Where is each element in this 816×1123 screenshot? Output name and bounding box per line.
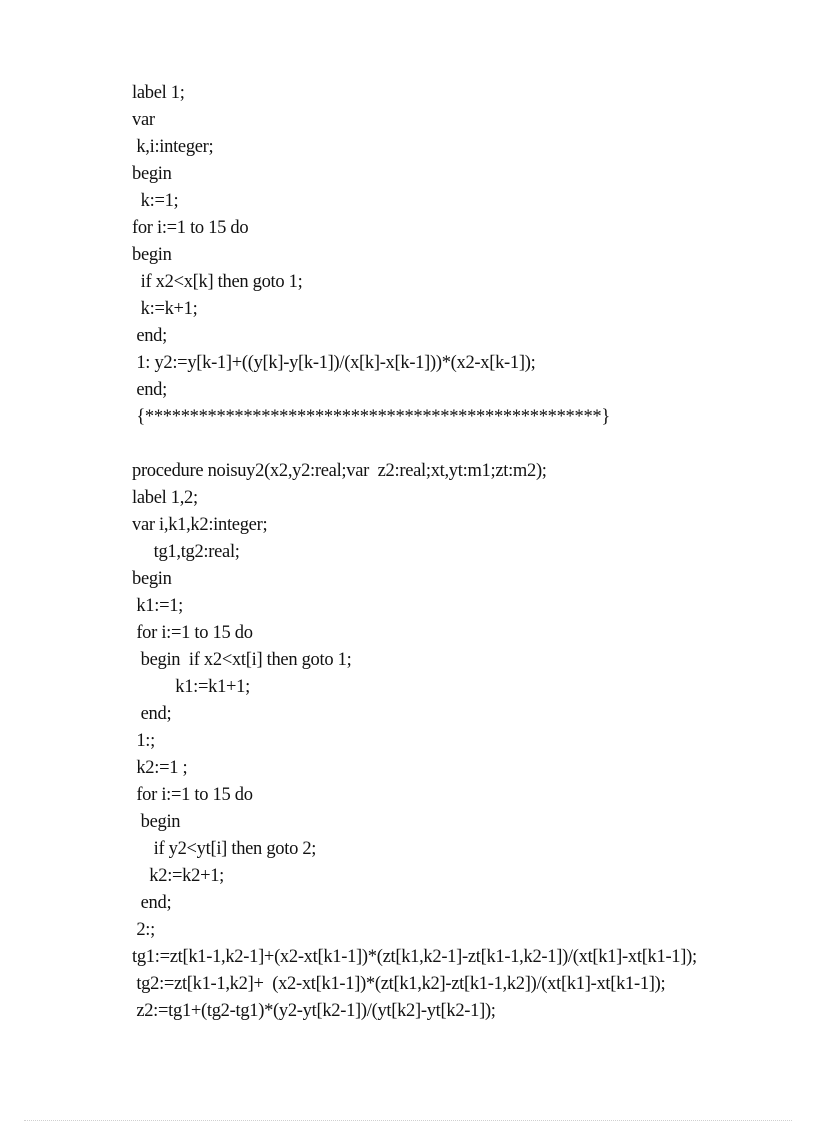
code-line: 1: y2:=y[k-1]+((y[k]-y[k-1])/(x[k]-x[k-1]))*(x2-x[k-1]); xyxy=(132,353,536,373)
pascal-code-block xyxy=(132,80,792,1025)
code-line: k1:=k1+1; xyxy=(132,677,250,697)
code-line: z2:=tg1+(tg2-tg1)*(y2-yt[k2-1])/(yt[k2]-yt[k2-1]); xyxy=(132,1001,496,1021)
code-line: if y2<yt[i] then goto 2; xyxy=(132,839,317,859)
code-line: for i:=1 to 15 do xyxy=(132,785,253,805)
code-line: if x2<x[k] then goto 1; xyxy=(132,272,303,292)
code-line: k2:=1 ; xyxy=(132,758,188,778)
code-line: for i:=1 to 15 do xyxy=(132,218,249,238)
blank-line xyxy=(132,431,792,458)
code-line: end; xyxy=(132,326,167,346)
code-line: label 1; xyxy=(132,83,185,103)
code-line: begin xyxy=(132,245,172,265)
code-line: 2:; xyxy=(132,920,155,940)
code-line: begin xyxy=(132,569,172,589)
code-line: k1:=1; xyxy=(132,596,183,616)
procedure-header-line: procedure noisuy2(x2,y2:real;var z2:real;xt,yt:m1;zt:m2); xyxy=(132,461,547,481)
comment-separator-line: {***************************************************} xyxy=(132,407,610,427)
code-line: for i:=1 to 15 do xyxy=(132,623,253,643)
code-line: k,i:integer; xyxy=(132,137,214,157)
code-line: var i,k1,k2:integer; xyxy=(132,515,268,535)
page-bottom-divider xyxy=(24,1120,792,1121)
code-line: k:=1; xyxy=(132,191,179,211)
code-line: k:=k+1; xyxy=(132,299,198,319)
code-line: end; xyxy=(132,704,172,724)
code-line: label 1,2; xyxy=(132,488,198,508)
code-line: end; xyxy=(132,380,167,400)
code-line: 1:; xyxy=(132,731,155,751)
code-line: begin xyxy=(132,812,181,832)
code-line: begin if x2<xt[i] then goto 1; xyxy=(132,650,352,670)
code-line: tg2:=zt[k1-1,k2]+ (x2-xt[k1-1])*(zt[k1,k2]-zt[k1-1,k2])/(xt[k1]-xt[k1-1]); xyxy=(132,974,666,994)
code-line: tg1:=zt[k1-1,k2-1]+(x2-xt[k1-1])*(zt[k1,k2-1]-zt[k1-1,k2-1])/(xt[k1]-xt[k1-1]); xyxy=(132,947,697,967)
code-line: k2:=k2+1; xyxy=(132,866,224,886)
code-line: tg1,tg2:real; xyxy=(132,542,240,562)
code-line: begin xyxy=(132,164,172,184)
code-line: var xyxy=(132,110,155,130)
code-line: end; xyxy=(132,893,172,913)
